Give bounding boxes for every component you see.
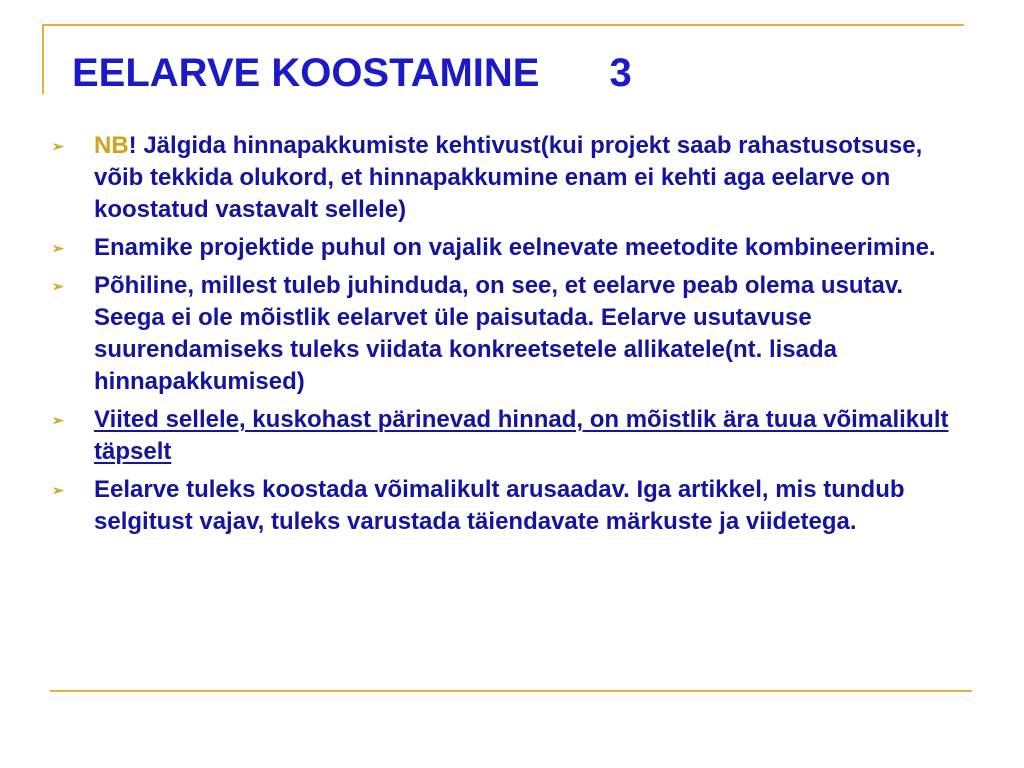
bullet-text: Põhiline, millest tuleb juhinduda, on see, et eelarve peab olema usutav. Seega ei ole mõistlik eelarvet üle paisutada. Eelarve usutavuse suurendamiseks tuleks viidata konkreetsetele allikatele(nt. lisada hinnapakkumised)	[94, 272, 904, 395]
top-divider-line	[42, 24, 964, 26]
bullet-item	[52, 232, 952, 264]
bullet-item	[52, 404, 952, 468]
bullet-text-underlined: Viited sellele, kuskohast pärinevad hinnad, on mõistlik ära tuua võimalikult täpselt	[94, 406, 949, 465]
arrow-bullet-icon: ➢	[52, 482, 64, 498]
bullet-item	[52, 474, 952, 538]
left-divider-line	[42, 24, 44, 94]
arrow-bullet-icon: ➢	[52, 240, 64, 256]
bottom-divider-line	[50, 690, 972, 692]
nb-label: NB	[94, 132, 129, 159]
slide-title	[72, 46, 632, 100]
arrow-bullet-icon: ➢	[52, 278, 64, 294]
arrow-bullet-icon: ➢	[52, 412, 64, 428]
bullet-text: ! Jälgida hinnapakkumiste kehtivust(kui projekt saab rahastusotsuse, võib tekkida olukord, et hinnapakkumine enam ei kehti aga eelarve on koostatud vastavalt sellele)	[94, 132, 923, 223]
bullet-text: Eelarve tuleks koostada võimalikult arusaadav. Iga artikkel, mis tundub selgitust vajav, tuleks varustada täiendavate märkuste ja viidetega.	[94, 476, 905, 535]
bullet-text: Enamike projektide puhul on vajalik eelnevate meetodite kombineerimine.	[94, 234, 936, 261]
arrow-bullet-icon: ➢	[52, 138, 64, 154]
slide-title-text: EELARVE KOOSTAMINE	[72, 51, 540, 95]
slide-number: 3	[609, 51, 632, 95]
bullet-item	[52, 130, 952, 226]
bullet-list	[52, 130, 952, 544]
bullet-item	[52, 270, 952, 398]
